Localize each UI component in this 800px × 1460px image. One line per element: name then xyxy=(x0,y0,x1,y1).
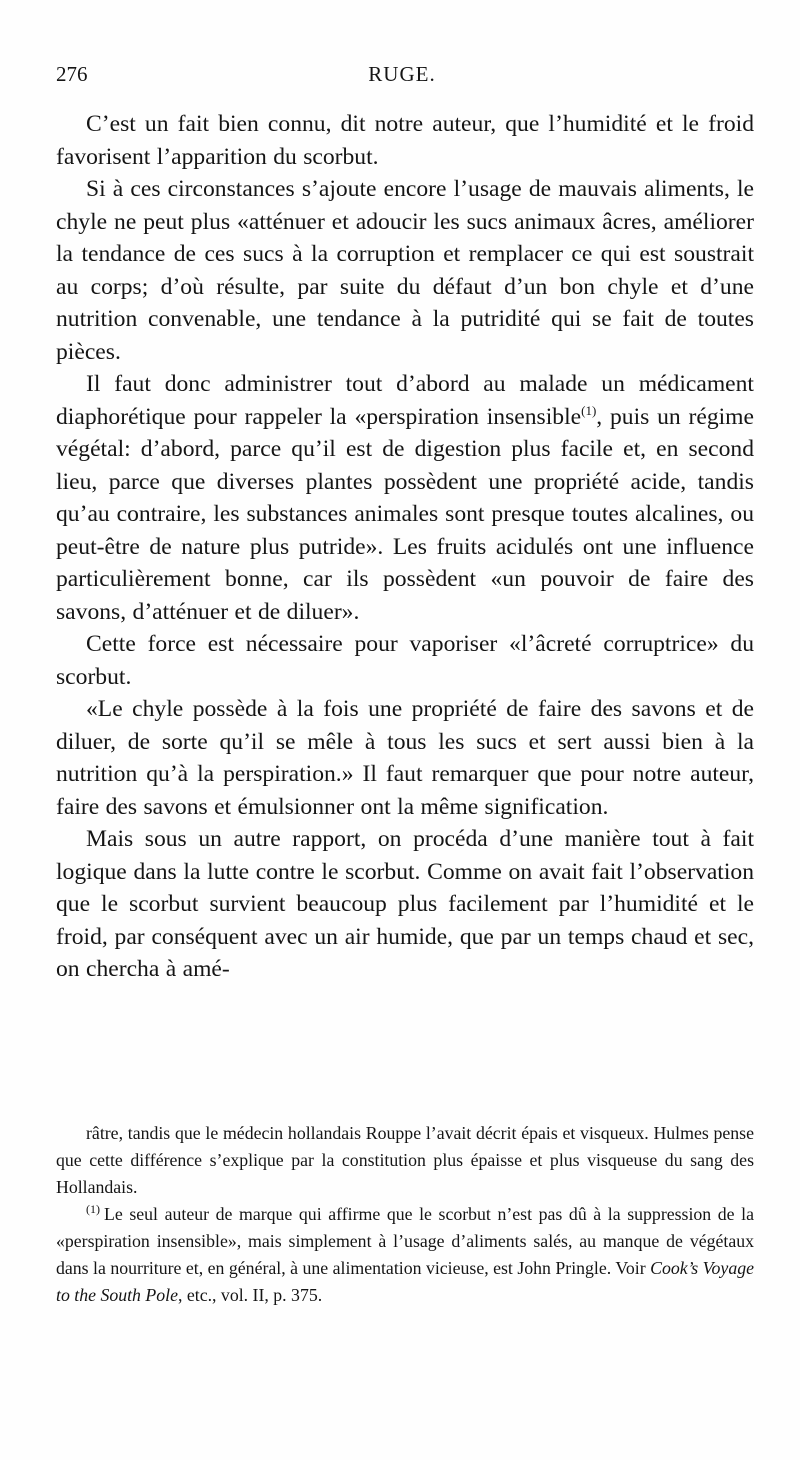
footnote-reference: (1) xyxy=(581,402,597,418)
footnote-marker: (1) xyxy=(86,1202,100,1217)
page-number: 276 xyxy=(56,62,88,86)
book-title: Cook’s Voyage to the South Pole xyxy=(56,1258,754,1305)
paragraph: Si à ces circonstances s’ajoute encore l’usage de mauvais aliments, le chyle ne peut plus «atténuer et adoucir les sucs animaux âcres, améliorer la tendance de ces sucs à la corruption et remplacer ce qui est soustrait au corps; d’où résulte, par suite du défaut d’un bon chyle et d’une nutrition convenable, une tendance à la putridité qui se fait de toutes pièces. xyxy=(56,176,754,365)
footnote-tail: , etc., vol. II, p. 375. xyxy=(177,1285,323,1305)
main-text xyxy=(56,108,754,986)
paragraph: C’est un fait bien connu, dit notre auteur, que l’humidité et le froid favorisent l’apparition du scorbut. xyxy=(56,111,754,170)
footnote-1 xyxy=(56,1201,754,1309)
paragraph: Cette force est nécessaire pour vaporiser «l’âcreté corruptrice» du scorbut. xyxy=(56,631,754,690)
footnote-continuation: râtre, tandis que le médecin hollandais Rouppe l’avait décrit épais et visqueux. Hulmes pense que cette différence s’explique par la constitution plus épaisse et plus visqueuse du sang des Hollandais. xyxy=(56,1123,754,1197)
footnote-text: Le seul auteur de marque qui affirme que le scorbut n’est pas dû à la suppression de la «perspiration insensible», mais simplement à l’usage d’aliments salés, au manque de végétaux dans la nourriture et, en général, à une alimentation vicieuse, est John Pringle. Voir xyxy=(56,1204,754,1278)
page-header xyxy=(56,62,748,92)
paragraph-text: , puis un régime végétal: d’abord, parce qu’il est de digestion plus facile et, en second lieu, parce que diverses plantes possèdent une propriété acide, tandis qu’au contraire, les substances animales sont presque toutes alcalines, ou peut-être de nature plus putride». Les fruits acidulés ont une influence particulièrement bonne, car ils possèdent «un pouvoir de faire des savons, d’atténuer et de diluer». xyxy=(56,403,754,625)
footnotes xyxy=(56,1120,754,1309)
running-title: RUGE. xyxy=(368,62,436,86)
paragraph: «Le chyle possède à la fois une propriété de faire des savons et de diluer, de sorte qu’il se mêle à tous les sucs et sert aussi bien à la nutrition qu’à la perspiration.» Il faut remarquer que pour notre auteur, faire des savons et émulsionner ont la même signification. xyxy=(56,696,754,820)
paragraph xyxy=(56,368,754,628)
paragraph-text: Il faut donc administrer tout d’abord au malade un médicament diaphorétique pour rappeler la «perspiration insensible xyxy=(56,371,754,430)
paragraph: Mais sous un autre rapport, on procéda d’une manière tout à fait logique dans la lutte contre le scorbut. Comme on avait fait l’observation que le scorbut survient beaucoup plus facilement par l’humidité et le froid, par conséquent avec un air humide, que par un temps chaud et sec, on chercha à amé- xyxy=(56,826,754,982)
